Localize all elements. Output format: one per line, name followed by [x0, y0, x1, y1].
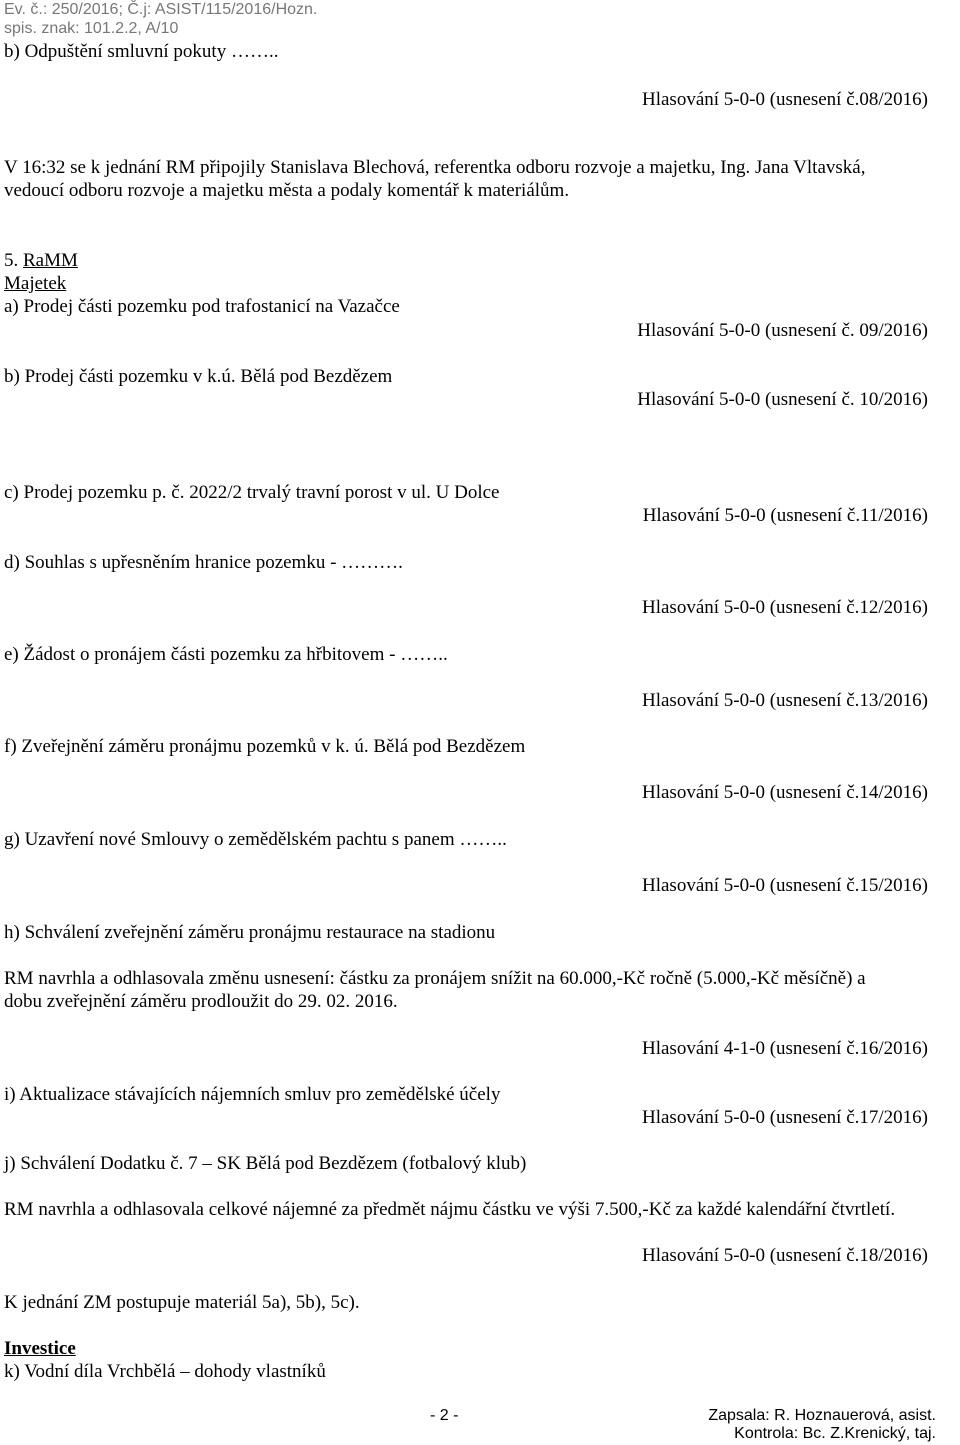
paragraph-1632-line2: vedoucí odboru rozvoje a majetku města a podaly komentář k materiálům. [4, 180, 570, 201]
vote-16: Hlasování 4-1-0 (usnesení č.16/2016) [642, 1038, 928, 1059]
vote-09: Hlasování 5-0-0 (usnesení č. 09/2016) [637, 320, 928, 341]
vote-15: Hlasování 5-0-0 (usnesení č.15/2016) [642, 875, 928, 896]
item-c: c) Prodej pozemku p. č. 2022/2 trvalý travní porost v ul. U Dolce [4, 482, 500, 503]
item-h-note-line2: dobu zveřejnění záměru prodloužit do 29. 02. 2016. [4, 991, 398, 1012]
vote-13: Hlasování 5-0-0 (usnesení č.13/2016) [642, 690, 928, 711]
item-i: i) Aktualizace stávajících nájemních smluv pro zemědělské účely [4, 1084, 501, 1105]
item-k: k) Vodní díla Vrchbělá – dohody vlastníků [4, 1361, 326, 1382]
item-f: f) Zveřejnění záměru pronájmu pozemků v k. ú. Bělá pod Bezdězem [4, 736, 526, 757]
item-h-note-line1: RM navrhla a odhlasovala změnu usnesení: částku za pronájem snížit na 60.000,-Kč ročně (5.000,-Kč měsíčně) a [4, 968, 866, 989]
vote-12: Hlasování 5-0-0 (usnesení č.12/2016) [642, 597, 928, 618]
item-d: d) Souhlas s upřesněním hranice pozemku - ………. [4, 552, 403, 573]
vote-17: Hlasování 5-0-0 (usnesení č.17/2016) [642, 1107, 928, 1128]
footer-kontrola: Kontrola: Bc. Z.Krenický, taj. [734, 1425, 936, 1442]
item-h: h) Schválení zveřejnění záměru pronájmu restaurace na stadionu [4, 922, 496, 943]
page-number: - 2 - [430, 1407, 459, 1424]
vote-14: Hlasování 5-0-0 (usnesení č.14/2016) [642, 782, 928, 803]
item-b-odpusteni: b) Odpuštění smluvní pokuty …….. [4, 41, 279, 62]
item-a: a) Prodej části pozemku pod trafostanicí na Vazačce [4, 296, 400, 317]
paragraph-1632-line1: V 16:32 se k jednání RM připojily Stanislava Blechová, referentka odboru rozvoje a majetku, Ing. Jana Vltavská, [4, 157, 866, 178]
section-5-heading [4, 250, 78, 272]
item-e: e) Žádost o pronájem části pozemku za hřbitovem - …….. [4, 644, 448, 665]
vote-18: Hlasování 5-0-0 (usnesení č.18/2016) [642, 1245, 928, 1266]
investice-heading: Investice [4, 1338, 76, 1359]
footer-zapsala: Zapsala: R. Hoznauerová, asist. [708, 1407, 936, 1424]
header-file-mark: spis. znak: 101.2.2, A/10 [4, 20, 179, 37]
vote-11: Hlasování 5-0-0 (usnesení č.11/2016) [642, 505, 928, 526]
zm-note: K jednání ZM postupuje materiál 5a), 5b), 5c). [4, 1292, 360, 1313]
item-j-note: RM navrhla a odhlasovala celkové nájemné za předmět nájmu částku ve výši 7.500,-Kč za každé kalendářní čtvrtletí. [4, 1199, 896, 1220]
item-j: j) Schválení Dodatku č. 7 – SK Bělá pod Bezdězem (fotbalový klub) [4, 1153, 527, 1174]
vote-10: Hlasování 5-0-0 (usnesení č. 10/2016) [637, 389, 928, 410]
section-5-number: 5. [4, 250, 23, 271]
section-5-title: RaMM [23, 250, 78, 271]
vote-08: Hlasování 5-0-0 (usnesení č.08/2016) [642, 89, 928, 110]
section-5-subtitle: Majetek [4, 273, 67, 294]
item-b: b) Prodej části pozemku v k.ú. Bělá pod Bezdězem [4, 366, 393, 387]
item-g: g) Uzavření nové Smlouvy o zemědělském pachtu s panem …….. [4, 829, 507, 850]
header-evidence-number: Ev. č.: 250/2016; Č.j: ASIST/115/2016/Hozn. [4, 1, 318, 18]
